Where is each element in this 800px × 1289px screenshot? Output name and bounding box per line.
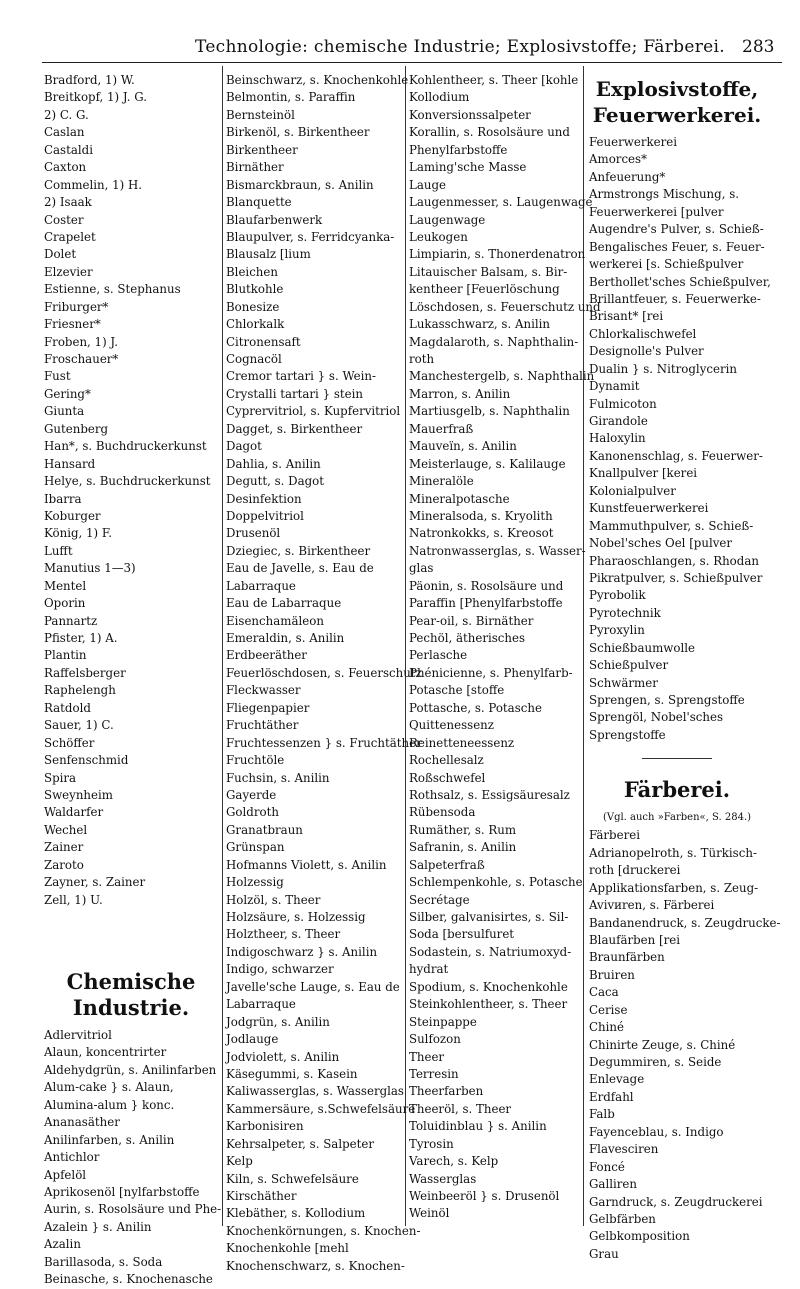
index-entry: Terresin [409,1066,459,1081]
index-entry: Antichlor [44,1150,100,1165]
index-entry: Blaupulver, s. Ferridcyanka- [226,229,395,244]
index-entry: Kirschäther [226,1189,297,1203]
index-entry: Meisterlauge, s. Kalilauge [409,456,566,471]
index-entry: Adlervitriol [44,1028,112,1042]
index-entry: Raphelengh [44,683,116,698]
index-entry: Potasche [stoffe [409,683,505,698]
index-entry: Wechel [44,822,88,837]
index-entry: Korallin, s. Rosolsäure und [409,125,570,140]
index-entry: Fust [44,369,71,384]
index-entry: Schießpulver [589,658,669,673]
index-entry: Färberei [589,828,640,843]
index-entry: Azalin [44,1237,81,1252]
index-entry: Bradford, 1) W. [44,73,135,87]
index-entry: Blanquette [226,195,292,210]
index-entry: Perlasche [409,648,468,663]
index-entry: Bonesize [226,299,280,314]
index-entry: roth [409,352,435,366]
index-entry: Safranin, s. Anilin [409,840,517,855]
index-entry: Alaun, koncentrirter [44,1045,167,1060]
index-entry: Knallpulver [kerei [589,466,698,481]
index-entry: Haloxylin [589,431,646,446]
index-entry: Soda [bersulfuret [409,927,515,942]
index-entry: Cognacöl [226,352,282,366]
index-entry: Indigo, schwarzer [226,962,334,977]
index-entry: Beinschwarz, s. Knochenkohle [226,73,409,87]
index-entry: glas [409,561,434,576]
column-divider-1 [222,66,223,1226]
section-heading-faerberei: Färberei. [623,777,731,803]
index-entry: Crystalli tartari } stein [226,386,363,401]
index-entry: Blausalz [lium [226,247,311,262]
column-4 [589,72,781,1263]
index-entry: Froben, 1) J. [44,334,118,349]
index-entry: Klebäther, s. Kollodium [226,1206,366,1221]
index-entry: Mauerfraß [409,421,474,436]
index-entry: Desinfektion [226,491,302,506]
index-entry: Bengalisches Feuer, s. Feuer- [589,239,765,254]
index-entry: Holzessig [226,875,284,890]
index-entry: Mauveïn, s. Anilin [409,439,517,454]
index-entry: Castaldi [44,142,93,157]
index-entry: Gayerde [226,787,277,802]
index-entry: Alum-cake } s. Alaun, [44,1080,174,1095]
index-entry: Ananasäther [44,1115,120,1130]
index-entry: Anfeuerung* [589,169,666,184]
index-entry: Rothsalz, s. Essigsäuresalz [409,787,570,802]
index-entry: Lufft [44,543,73,558]
index-entry: Schießbaumwolle [589,640,696,655]
index-entry: Lauge [409,177,446,192]
page-header [0,35,800,63]
column-3 [409,72,601,1223]
explosives-list [589,134,771,744]
index-entry: Theeröl, s. Theer [409,1101,512,1116]
page-number: 283 [742,37,775,57]
index-entry: Phenylfarbstoffe [409,142,508,157]
index-entry: Sprengstoffe [589,727,666,742]
index-entry: Beinasche, s. Knochenasche [44,1272,213,1287]
index-entry: Grau [589,1246,619,1261]
index-entry: Leukogen [409,229,468,244]
index-entry: Tyrosin [409,1136,454,1151]
index-entry: Kollodium [409,90,470,105]
index-entry: Kaliwasserglas, s. Wasserglas [226,1084,404,1099]
index-entry: Friesner* [44,317,101,332]
index-entry: Kohlentheer, s. Theer [kohle [409,73,579,87]
index-entry: Theer [409,1049,445,1064]
index-entry: Blaufarbenwerk [226,212,323,227]
column-2 [226,72,422,1275]
index-entry: Raffelsberger [44,665,126,680]
index-entry: Sprengen, s. Sprengstoffe [589,693,745,707]
index-entry: Dynamit [589,379,640,394]
index-entry: Oporin [44,596,86,611]
index-entry: Aldehydgrün, s. Anilinfarben [44,1062,217,1077]
index-entry: Rumäther, s. Rum [409,822,517,837]
index-entry: Sweynheim [44,787,113,802]
index-entry: Hofmanns Violett, s. Anilin [226,857,387,872]
column-divider-3 [583,66,584,1226]
index-entry: Fayenceblau, s. Indigo [589,1124,724,1139]
index-entry: hydrat [409,962,449,977]
index-entry: Barillasoda, s. Soda [44,1254,163,1269]
index-entry: Dagot [226,439,262,454]
index-entry: Kanonenschlag, s. Feuerwer- [589,448,763,463]
index-entry: Gutenberg [44,421,109,436]
index-entry: Waldarfer [44,805,104,820]
index-entry: Magdalaroth, s. Naphthalin- [409,334,579,349]
index-entry: Jodlauge [226,1032,279,1047]
index-entry: 2) C. G. [44,107,89,122]
index-entry: Dagget, s. Birkentheer [226,421,363,436]
index-entry: Breitkopf, 1) J. G. [44,90,147,105]
index-entry: Bismarckbraun, s. Anilin [226,177,374,192]
index-entry: Zell, 1) U. [44,892,103,907]
index-entry: Cerise [589,1002,628,1017]
index-entry: Martiusgelb, s. Naphthalin [409,404,570,419]
index-entry: Pyrotechnik [589,605,661,620]
index-entry: Plantin [44,648,87,663]
index-entry: Pottasche, s. Potasche [409,700,542,715]
index-entry: Kiln, s. Schwefelsäure [226,1171,359,1186]
index-entry: werkerei [s. Schießpulver [589,257,744,272]
index-entry: Grünspan [226,840,285,855]
index-entry: Degummiren, s. Seide [589,1055,722,1069]
index-entry: Ratdold [44,700,91,715]
running-title: Technologie: chemische Industrie; Explosivstoffe; Färberei. [195,37,725,57]
index-entry: Bleichen [226,264,278,279]
index-entry: Friburger* [44,299,109,314]
index-entry: Chlorkalk [226,317,285,332]
index-entry: Granatbraun [226,822,303,837]
index-entry: Weinöl [409,1206,450,1221]
index-entry: Indigoschwarz } s. Anilin [226,944,378,959]
index-entry: Weinbeeröl } s. Drusenöl [409,1189,560,1203]
index-entry: Kolonialpulver [589,483,676,498]
index-entry: Pikratpulver, s. Schießpulver [589,570,763,585]
index-entry: Designolle's Pulver [589,344,704,359]
index-entry: Manutius 1—3) [44,561,136,576]
index-entry: Pfister, 1) A. [44,631,118,645]
index-entry: Froschauer* [44,352,119,366]
index-entry: Steinpappe [409,1014,477,1029]
index-entry: Holzsäure, s. Holzessig [226,910,366,924]
index-entry: Dolet [44,247,77,262]
index-entry: Natronwasserglas, s. Wasser- [409,543,586,558]
index-entry: Toluidinblau } s. Anilin [409,1119,547,1134]
index-entry: Theerfarben [409,1084,484,1099]
index-entry: Eau de Labarraque [226,596,342,611]
index-entry: Doppelvitriol [226,508,304,523]
index-entry: Foncé [589,1159,625,1174]
index-entry: Päonin, s. Rosolsäure und [409,578,564,593]
chemistry-list-start [44,1027,222,1289]
index-entry: Laugenwage [409,212,486,227]
index-entry: Sauer, 1) C. [44,718,114,733]
index-entry: Varech, s. Kelp [409,1154,499,1169]
index-entry: Javelle'sche Lauge, s. Eau de [226,979,400,994]
index-entry: Emeraldin, s. Anilin [226,631,345,645]
cross-reference-note: (Vgl. auch »Farben«, S. 284.) [602,812,752,824]
index-entry: Spodium, s. Knochenkohle [409,979,568,994]
index-entry: Wasserglas [409,1171,477,1186]
index-entry: Holzöl, s. Theer [226,892,321,907]
index-entry: 2) Isaak [44,195,92,210]
index-entry: Birkenöl, s. Birkentheer [226,125,370,140]
index-entry: Natronkokks, s. Kreosot [409,526,554,541]
index-entry: Pharaoschlangen, s. Rhodan [589,553,759,568]
index-entry: Pyrobolik [589,588,646,603]
index-entry: Fruchtöle [226,753,285,768]
index-entry: Fliegenpapier [226,700,310,715]
index-entry: Cyprervitriol, s. Kupfervitriol [226,404,401,419]
index-entry: Falb [589,1107,615,1122]
index-entry: König, 1) F. [44,526,112,541]
index-entry: Erdfahl [589,1089,634,1104]
index-entry: Knochenschwarz, s. Knochen- [226,1258,405,1273]
index-entry: Sodastein, s. Natriumoxyd- [409,944,572,959]
index-entry: Giunta [44,404,85,419]
index-entry: Adrianopelroth, s. Türkisch- [589,845,757,860]
index-entry: Anilinfarben, s. Anilin [44,1132,175,1147]
index-entry: Chlorkalischwefel [589,326,697,341]
index-entry: Rochellesalz [409,753,484,768]
index-entry: Roßschwefel [409,770,486,785]
index-entry: Kammersäure, s.Schwefelsäure [226,1101,416,1116]
index-entry: Caca [589,985,619,1000]
index-entry: Pannartz [44,613,98,628]
index-entry: Limpiarin, s. Thonerdenatron [409,247,586,262]
index-entry: Han*, s. Buchdruckerkunst [44,439,207,454]
index-entry: Lukasschwarz, s. Anilin [409,317,550,332]
index-entry: Schwärmer [589,675,658,690]
index-entry: Jodgrün, s. Anilin [226,1014,330,1029]
column-1-gap [44,909,218,965]
index-entry: Amorces* [589,152,647,167]
index-entry: Schlempenkohle, s. Potasche [409,875,583,890]
index-entry: Mineralöle [409,474,474,489]
index-entry: Braunfärben [589,950,665,965]
index-entry: Applikationsfarben, s. Zeug- [589,880,759,895]
index-entry: Crapelet [44,229,96,244]
index-entry: Ibarra [44,491,82,506]
section-heading-explosivstoffe: Explosivstoffe, Feuerwerkerei. [592,77,762,127]
index-entry: Birkentheer [226,142,298,157]
index-entry: Augendre's Pulver, s. Schieß- [589,222,764,237]
index-entry: Berthollet'sches Schießpulver, [589,274,771,289]
index-entry: Bruiren [589,967,635,982]
index-entry: Aurin, s. Rosolsäure und Phe- [44,1202,222,1217]
index-entry: Azalein } s. Anilin [44,1219,152,1234]
index-entry: Blutkohle [226,282,284,297]
index-entry: Apfelöl [44,1167,87,1182]
index-entry: Kelp [226,1154,253,1169]
index-entry: Garndruck, s. Zeugdruckerei [589,1194,763,1209]
column-1 [44,72,222,1289]
index-entry: Laming'sche Masse [409,160,527,175]
index-entry: kentheer [Feuerlöschung [409,282,560,297]
index-entry: Pechöl, ätherisches [409,631,526,645]
index-entry: Gelbfärben [589,1211,656,1226]
index-entry: Pear-oil, s. Birnäther [409,613,534,628]
index-entry: Bandanendruck, s. Zeugdrucke- [589,915,781,930]
index-entry: Käsegummi, s. Kasein [226,1066,358,1081]
index-entry: Hansard [44,456,96,471]
index-entry: Labarraque [226,997,296,1012]
index-entry: Enlevage [589,1072,645,1087]
index-entry: Alumina-alum } konc. [44,1097,175,1112]
index-entry: Manchestergelb, s. Naphthalin [409,369,595,384]
index-entry: Secrétage [409,892,470,907]
index-entry: Phénicienne, s. Phenylfarb- [409,665,573,680]
index-entry: Fuchsin, s. Anilin [226,770,330,785]
index-entry: Fulmicoton [589,396,657,411]
index-entry: Salpeterfraß [409,857,485,872]
index-entry: Avivиren, s. Färberei [589,898,715,913]
index-entry: Sulfozon [409,1032,461,1047]
index-entry: Dahlia, s. Anilin [226,456,321,471]
index-entry: Zaroto [44,857,84,872]
index-entry: Feuerwerkerei [pulver [589,204,724,219]
index-entry: Dualin } s. Nitroglycerin [589,361,737,376]
index-entry: Karbonisiren [226,1119,304,1134]
header-rule [42,62,782,63]
index-entry: Dziegiec, s. Birkentheer [226,543,371,558]
index-entry: Konversionssalpeter [409,107,531,122]
index-entry: Erdbeeräther [226,648,307,663]
index-entry: Galliren [589,1177,637,1192]
index-entry: Fruchtessenzen } s. Fruchtäther [226,735,422,750]
index-entry: Labarraque [226,578,296,593]
index-entry: Knochenkohle [mehl [226,1241,349,1256]
index-entry: Degutt, s. Dagot [226,474,325,489]
index-entry: Caslan [44,125,85,140]
index-entry: Löschdosen, s. Feuerschutz und [409,299,601,314]
index-entry: Mineralpotasche [409,491,510,506]
index-entry: Feuerwerkerei [589,135,677,149]
index-entry: Silber, galvanisirtes, s. Sil- [409,910,569,924]
index-entry: Drusenöl [226,526,281,541]
index-entry: Steinkohlentheer, s. Theer [409,997,568,1012]
index-entry: Girandole [589,414,648,428]
index-entry: Marron, s. Anilin [409,386,511,401]
index-entry: Pyroxylin [589,623,645,638]
index-entry: Bernsteinöl [226,107,295,122]
index-entry: Kehrsalpeter, s. Salpeter [226,1136,375,1151]
index-entry: Litauischer Balsam, s. Bir- [409,264,568,279]
index-entry: Nobel'sches Oel [pulver [589,536,733,551]
index-entry: Eau de Javelle, s. Eau de [226,561,374,576]
index-entry: Fleckwasser [226,683,301,698]
index-entry: Cremor tartari } s. Wein- [226,369,376,384]
index-entry: Schöffer [44,735,95,750]
index-entry: Chinirte Zeuge, s. Chiné [589,1037,736,1052]
index-entry: Flavesciren [589,1142,659,1157]
index-entry: Gelbkomposition [589,1229,690,1244]
index-entry: Paraffin [Phenylfarbstoffe [409,596,563,611]
printers-list [44,72,218,909]
index-entry: Goldroth [226,805,279,820]
index-entry: Jodviolett, s. Anilin [226,1049,340,1064]
index-entry: Zainer [44,840,84,855]
index-entry: Estienne, s. Stephanus [44,282,181,297]
index-entry: Knochenkörnungen, s. Knochen- [226,1223,421,1238]
index-entry: Birnäther [226,160,284,175]
index-entry: Quittenessenz [409,718,494,733]
dyeing-list [589,827,781,1263]
index-entry: Feuerlöschdosen, s. Feuerschutz [226,665,422,680]
index-entry: Mineralsoda, s. Kryolith [409,508,553,523]
section-rule [642,758,712,759]
index-entry: Holztheer, s. Theer [226,927,341,942]
index-entry: Senfenschmid [44,753,129,768]
index-entry: Reinetteneessenz [409,735,515,750]
index-entry: Elzevier [44,264,93,279]
index-entry: Coster [44,212,84,227]
index-entry: Spira [44,770,77,785]
index-entry: Sprengöl, Nobel'sches [589,710,724,725]
index-entry: Caxton [44,160,87,175]
column-divider-2 [405,66,406,1226]
index-entry: Fruchtäther [226,718,299,733]
index-entry: Zayner, s. Zainer [44,875,146,890]
index-entry: Koburger [44,508,101,523]
index-entry: Brillantfeuer, s. Feuerwerke- [589,291,761,306]
index-entry: Gering* [44,386,91,401]
index-entry: Belmontin, s. Paraffin [226,90,356,105]
index-entry: Armstrongs Mischung, s. [589,187,739,202]
index-entry: Rübensoda [409,805,476,820]
index-entry: Helye, s. Buchdruckerkunst [44,474,211,489]
index-entry: Mentel [44,578,87,593]
index-entry: Mammuthpulver, s. Schieß- [589,518,754,533]
index-entry: Chiné [589,1020,624,1035]
index-entry: Commelin, 1) H. [44,177,143,192]
index-entry: roth [druckerei [589,863,681,878]
index-entry: Laugenmesser, s. Laugenwage [409,195,593,210]
section-heading-chemische-industrie: Chemische Industrie. [66,969,196,1020]
index-entry: Kunstfeuerwerkerei [589,501,709,516]
index-entry: Eisenchamäleon [226,613,324,628]
index-entry: Blaufärben [rei [589,932,680,947]
index-entry: Citronensaft [226,334,301,349]
index-entry: Aprikosenöl [nylfarbstoffe [44,1184,200,1199]
index-entry: Brisant* [rei [589,309,664,324]
